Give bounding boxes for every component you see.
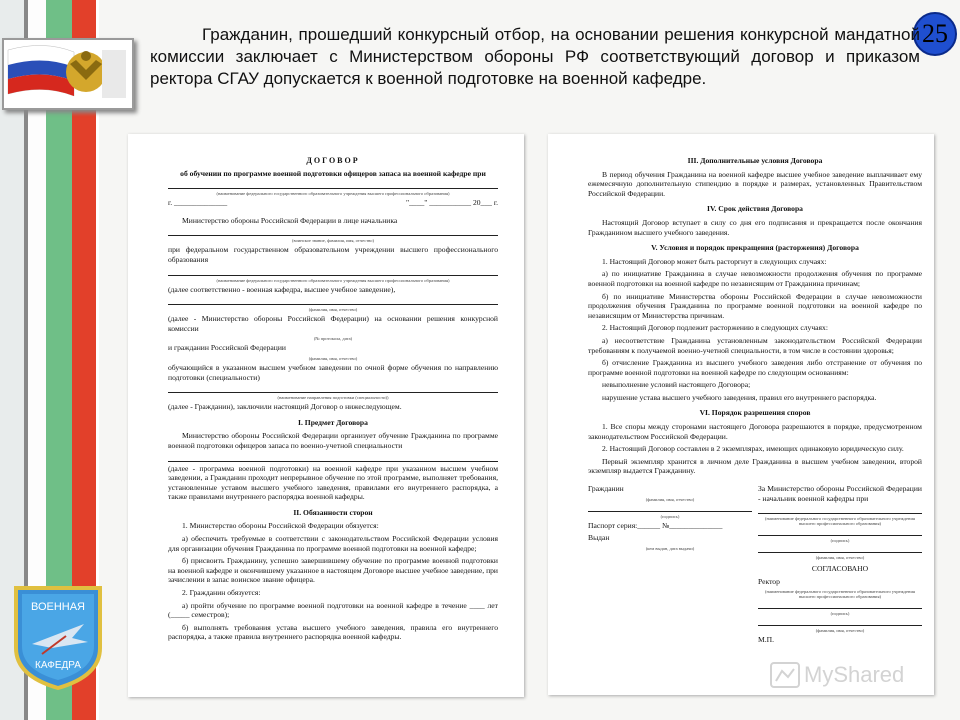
paragraph: Настоящий Договор вступает в силу со дня его подписания и прекращается после окончания Гражданином высшего учебного заведения. bbox=[588, 217, 922, 237]
field-note: (фамилия, имя, отчество) bbox=[645, 496, 695, 502]
blank-line bbox=[168, 297, 498, 305]
paragraph: а) несоответствие Гражданина установленным законодательством Российской Федерации требованиям к получаемой военно-учетной специальности, в том числе в состоянии здоровья; bbox=[588, 335, 922, 355]
blank-line bbox=[758, 601, 922, 609]
paragraph: и гражданин Российской Федерации bbox=[168, 343, 286, 353]
field-note: (фамилия, имя, отчество) bbox=[308, 355, 358, 361]
paragraph: 1. Министерство обороны Российской Федерации обязуется: bbox=[182, 521, 379, 531]
slide-number: 25 bbox=[922, 19, 948, 48]
field-note: (наименование направления подготовки (специальности)) bbox=[277, 395, 389, 401]
section-heading: I. Предмет Договора bbox=[298, 417, 368, 427]
section-heading: IV. Срок действия Договора bbox=[707, 204, 803, 214]
blank-line bbox=[758, 528, 922, 536]
field-note: (воинское звание, фамилия, имя, отчество) bbox=[292, 238, 374, 244]
paragraph: а) по инициативе Гражданина в случае невозможности продолжения обучения по программе военной подготовки на военной кафедре по независящим от Гражданина причинам; bbox=[588, 269, 922, 288]
city-field: г. ______________ bbox=[168, 198, 228, 208]
watermark-text: MyShared bbox=[804, 662, 905, 687]
contract-subtitle: об обучении по программе военной подготовки офицеров запаса на военной кафедре при bbox=[180, 168, 486, 178]
paragraph: 1. Все споры между сторонами настоящего Договора разрешаются в порядке, предусмотренном законодательством Российской Федерации. bbox=[588, 422, 922, 441]
blank-line bbox=[588, 504, 752, 512]
field-note: (подпись) bbox=[830, 611, 850, 617]
section-heading: VI. Порядок разрешения споров bbox=[699, 408, 811, 418]
blank-line bbox=[758, 618, 922, 626]
passport-field: Паспорт серия:______ №______________ bbox=[588, 520, 723, 530]
paragraph: невыполнение условий настоящего Договора; bbox=[602, 380, 751, 390]
paragraph: (далее - Министерство обороны Российской Федерации) на основании решения конкурсной комиссии bbox=[168, 314, 498, 333]
paragraph: а) пройти обучение по программе военной подготовки на военной кафедре в течение ____ лет (_____ семестров); bbox=[168, 600, 498, 620]
rector-label: Ректор bbox=[758, 576, 780, 586]
slide-heading: Гражданин, прошедший конкурсный отбор, на основании решения конкурсной мандатной комиссии заключает с Министерством обороны РФ соответствующий договор и приказом ректора СГАУ допускается к военной подготовке на военной кафедре. bbox=[150, 25, 920, 88]
paragraph: (далее - программа военной подготовки) на военной кафедре при указанном высшем учебном заведении, а Гражданин проходит непрерывное обучение по этой программе, выполняет требования, установленные уставом высшего учебного заведения, правилами его внутреннего распорядка, а также правилами внутреннего распорядка военной кафедры. bbox=[168, 463, 498, 502]
field-note: (кем выдан, дата выдачи) bbox=[645, 545, 695, 551]
paragraph: (далее - Гражданин), заключили настоящий Договор о нижеследующем. bbox=[168, 402, 402, 412]
field-note: (наименование федерального государственного образовательного учреждения высшего профессионального образования) bbox=[765, 516, 915, 527]
paragraph: а) обеспечить требуемые в соответствии с законодательством Российской Федерации условия для организации обучения Гражданина по программе военной подготовки на военной кафедре; bbox=[168, 534, 498, 553]
paragraph: б) присвоить Гражданину, успешно завершившему обучение по программе военной подготовки на военной кафедре и окончившему указанное в настоящем Договоре высшее учебное заведение, при зачислении в запас воинское звание офицера. bbox=[168, 556, 498, 585]
date-field: "____" ___________ 20___ г. bbox=[406, 198, 498, 208]
issued-field: Выдан bbox=[588, 533, 610, 543]
field-note: (наименование федерального государственного образовательного учреждения высшего профессионального образования) bbox=[216, 277, 450, 283]
field-note: (фамилия, имя, отчество) bbox=[308, 307, 358, 313]
paragraph: б) отчисление Гражданина из высшего учебного заведения либо отстранение от обучения по программе военной подготовки на военной кафедре по следующим основаниям: bbox=[588, 358, 922, 377]
stamp-label: М.П. bbox=[758, 635, 775, 645]
blank-line bbox=[168, 454, 498, 462]
field-note: (№ протокола, дата) bbox=[313, 336, 353, 342]
ministry-signature bbox=[758, 484, 922, 648]
field-note: (фамилия, имя, отчество) bbox=[815, 628, 865, 634]
paragraph: 2. Гражданин обязуется: bbox=[182, 588, 261, 598]
agreed-label: СОГЛАСОВАНО bbox=[811, 564, 869, 574]
paragraph: 1. Настоящий Договор может быть расторгнут в следующих случаях: bbox=[602, 256, 827, 266]
watermark bbox=[770, 658, 930, 692]
paragraph: б) выполнять требования устава высшего учебного заведения, правила его внутреннего распорядка, а также правила внутреннего распорядка военной кафедры. bbox=[168, 622, 498, 642]
paragraph: Первый экземпляр хранится в личном деле Гражданина в высшем учебном заведении, второй экземпляр выдается Гражданину. bbox=[588, 456, 922, 476]
paragraph: нарушение устава высшего учебного заведения, правил его внутреннего распорядка. bbox=[602, 392, 877, 402]
contract-page-1 bbox=[128, 134, 524, 697]
blank-line bbox=[758, 545, 922, 553]
blank-line bbox=[168, 385, 498, 393]
myshared-logo-icon bbox=[770, 662, 800, 688]
military-department-emblem bbox=[12, 584, 104, 690]
paragraph: (далее соответственно - военная кафедра, высшее учебное заведение), bbox=[168, 284, 396, 294]
section-heading: II. Обязанности сторон bbox=[293, 507, 373, 517]
contract-title: ДОГОВОР bbox=[306, 156, 360, 165]
paragraph: б) по инициативе Министерства обороны Российской Федерации в случае невозможности продолжения обучения Гражданина по программе военной подготовки на военной кафедре по независящим от Министерства причинам. bbox=[588, 291, 922, 320]
paragraph: 2. Настоящий Договор подлежит расторжению в следующих случаях: bbox=[602, 323, 828, 333]
field-note: (подпись) bbox=[830, 538, 850, 544]
contract-page-2 bbox=[548, 134, 934, 695]
blank-line bbox=[758, 506, 922, 514]
russian-flag-eagle-logo bbox=[2, 38, 134, 110]
paragraph: при федеральном государственном образовательном учреждении высшего профессионального образования bbox=[168, 245, 498, 264]
citizen-signature bbox=[588, 484, 752, 648]
paragraph: В период обучения Гражданина на военной кафедре высшее учебное заведение выплачивает ему ежемесячную дополнительную стипендию в порядке и размерах, установленных Правительством Российской Федерации. bbox=[588, 169, 922, 198]
citizen-label: Гражданин bbox=[588, 484, 624, 494]
field-note: (фамилия, имя, отчество) bbox=[815, 555, 865, 561]
signature-block bbox=[588, 484, 922, 648]
field-note: (подпись) bbox=[660, 513, 680, 519]
paragraph: Министерство обороны Российской Федерации организует обучение Гражданина по программе военной подготовки офицеров запаса по военно-учетной специальности bbox=[168, 431, 498, 450]
blank-line bbox=[168, 228, 498, 236]
city-date-row bbox=[168, 198, 498, 208]
field-note: (наименование федерального государственного образовательного учреждения высшего профессионального образования) bbox=[765, 589, 915, 600]
emblem-top-text: ВОЕННАЯ bbox=[30, 601, 86, 613]
paragraph: 2. Настоящий Договор составлен в 2 экземплярах, имеющих одинаковую юридическую силу. bbox=[602, 444, 904, 454]
ministry-label: За Министерство обороны Российской Федерации - начальник военной кафедры при bbox=[758, 484, 922, 503]
section-heading: V. Условия и порядок прекращения (расторжения) Договора bbox=[651, 243, 859, 253]
paragraph: Министерство обороны Российской Федерации в лице начальника bbox=[182, 215, 398, 225]
field-note: (наименование федерального государственного образовательного учреждения высшего профессионального образования) bbox=[216, 191, 450, 197]
section-heading: III. Дополнительные условия Договора bbox=[687, 156, 823, 165]
paragraph: обучающийся в указанном высшем учебном заведении по очной форме обучения по направлению подготовки (специальности) bbox=[168, 362, 498, 382]
emblem-bottom-text: КАФЕДРА bbox=[35, 660, 81, 671]
blank-line bbox=[168, 268, 498, 276]
blank-line bbox=[168, 181, 498, 189]
